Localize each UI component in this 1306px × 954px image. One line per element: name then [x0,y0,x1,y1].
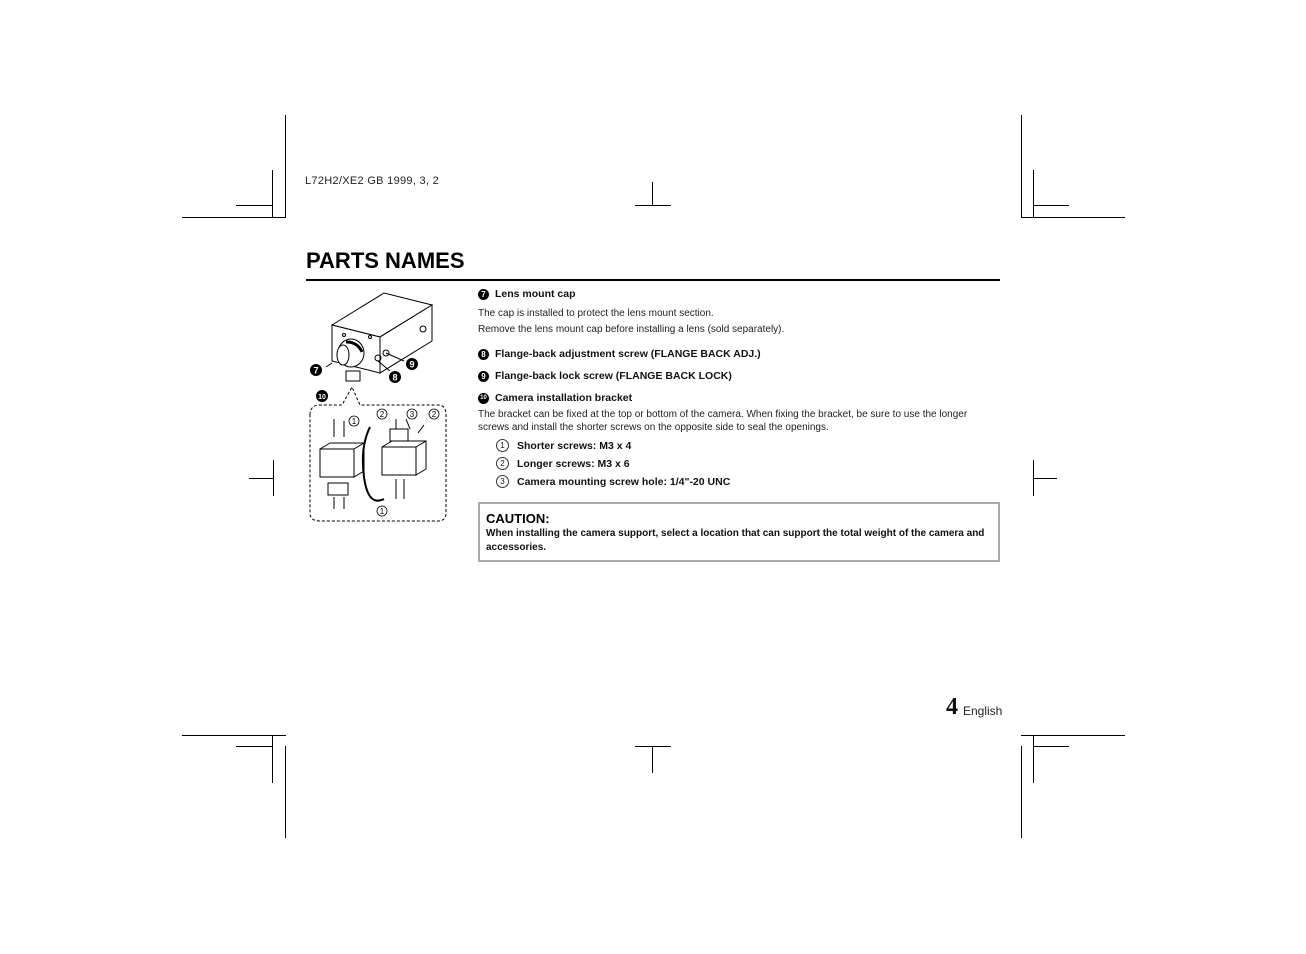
document-meta: L72H2/XE2 GB 1999, 3, 2 [305,175,440,187]
sub-item-marker: 2 [496,457,509,470]
item-flange-lock-screw [478,370,1000,382]
camera-illustration [306,287,452,527]
figure-label-circled-2b: 2 [431,410,437,419]
figure-label-8: 8 [392,372,398,383]
sub-item-marker: 1 [496,439,509,452]
title-rule [306,279,1000,281]
item-heading: Lens mount cap [495,288,576,300]
sub-item-label: Camera mounting screw hole: 1/4"-20 UNC [517,475,731,488]
caution-box [478,502,1000,562]
item-flange-adj-screw [478,348,1000,360]
item-marker: 7 [478,289,489,300]
sub-item [496,457,1000,470]
item-description: Remove the lens mount cap before installing a lens (sold separately). [478,324,785,335]
sub-item-marker: 3 [496,475,509,488]
bracket-left-camera [320,419,364,509]
figure-label-9: 9 [409,359,415,370]
item-marker: 10 [478,393,489,404]
page-number: 4 [946,694,958,720]
sub-item-label: Shorter screws: M3 x 4 [517,439,632,452]
bracket-sub-items [478,439,1000,488]
caution-title: CAUTION: [486,511,550,526]
page-title: PARTS NAMES [306,248,465,273]
item-heading: Flange-back adjustment screw (FLANGE BACK ADJ.) [495,348,761,360]
figure-label-circled-1a: 1 [351,417,357,426]
item-installation-bracket [478,392,1000,434]
parts-list [478,288,1000,488]
figure-label-circled-2a: 2 [379,410,385,419]
figure-label-circled-1b: 1 [379,507,385,516]
page-language: English [963,704,1003,718]
item-marker: 9 [478,371,489,382]
figure-label-7: 7 [313,365,319,376]
item-description: The cap is installed to protect the lens mount section. [478,308,714,319]
item-description: The bracket can be fixed at the top or bottom of the camera. When fixing the bracket, be sure to use the longer screws and install the shorter screws on the opposite side to seal the openings. [478,409,968,433]
figure-label-10: 10 [318,394,326,401]
sub-item-label: Longer screws: M3 x 6 [517,457,630,470]
caution-text: When installing the camera support, select a location that can support the total weight of the camera and accessories. [486,528,985,553]
item-heading: Flange-back lock screw (FLANGE BACK LOCK) [495,370,732,382]
bracket-right-camera [382,419,426,499]
item-lens-mount-cap [478,288,1000,336]
sub-item [496,439,1000,452]
figure-label-circled-3: 3 [409,410,415,419]
sub-item [496,475,1000,488]
item-marker: 8 [478,349,489,360]
item-heading: Camera installation bracket [495,392,633,404]
